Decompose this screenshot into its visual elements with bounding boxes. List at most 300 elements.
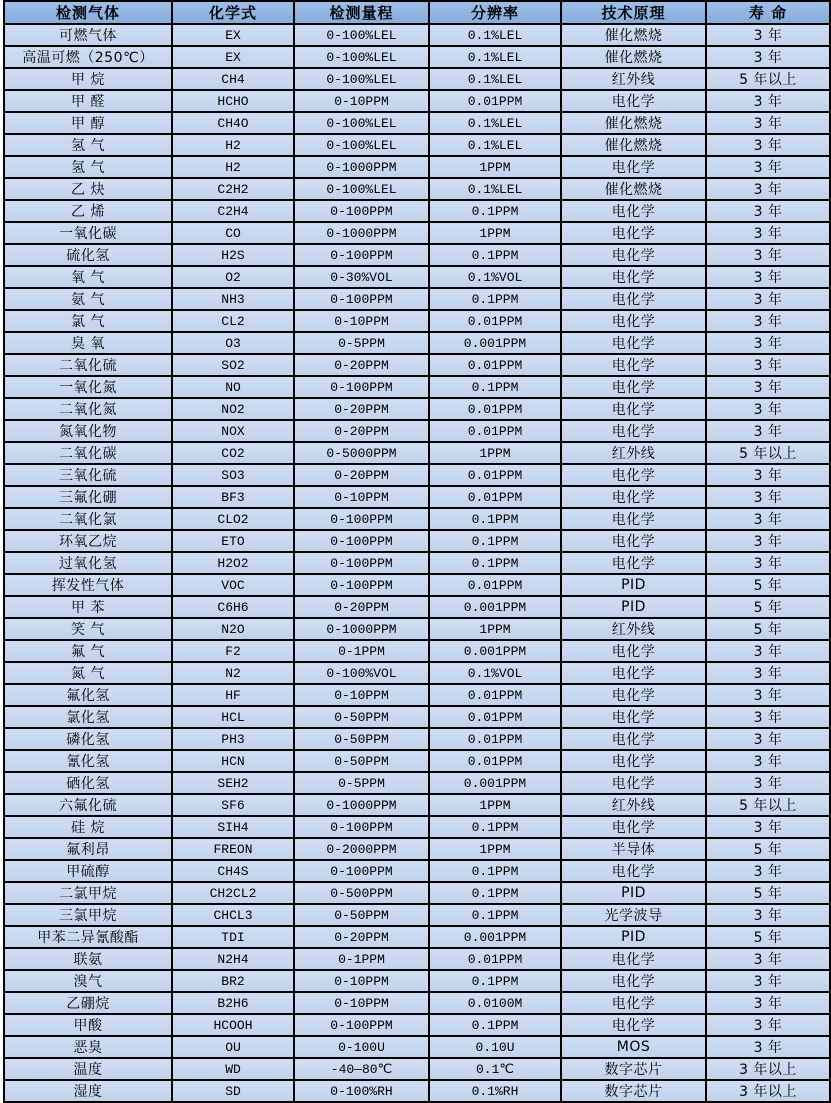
cell-detection-range: 0-5PPM <box>294 332 429 354</box>
table-body <box>4 24 830 1102</box>
cell-chemical-formula: C2H4 <box>172 200 294 222</box>
cell-technology: 电化学 <box>561 948 706 970</box>
cell-gas-name: 氮氧化物 <box>4 420 172 442</box>
cell-chemical-formula: FREON <box>172 838 294 860</box>
cell-detection-range: 0-20PPM <box>294 464 429 486</box>
cell-chemical-formula: CO2 <box>172 442 294 464</box>
cell-chemical-formula: N2H4 <box>172 948 294 970</box>
cell-resolution: 0.001PPM <box>429 596 561 618</box>
cell-chemical-formula: WD <box>172 1058 294 1080</box>
cell-resolution: 0.1PPM <box>429 816 561 838</box>
cell-technology: PID <box>561 926 706 948</box>
cell-lifespan: 3 年 <box>706 310 830 332</box>
table-row <box>4 244 830 266</box>
cell-technology: 电化学 <box>561 508 706 530</box>
table-row <box>4 794 830 816</box>
cell-lifespan: 3 年 <box>706 332 830 354</box>
table-row <box>4 68 830 90</box>
table-row <box>4 904 830 926</box>
cell-lifespan: 3 年 <box>706 948 830 970</box>
cell-resolution: 0.1%LEL <box>429 46 561 68</box>
cell-detection-range: 0-10PPM <box>294 992 429 1014</box>
cell-lifespan: 5 年以上 <box>706 794 830 816</box>
cell-technology: 电化学 <box>561 486 706 508</box>
cell-detection-range: 0-100PPM <box>294 288 429 310</box>
cell-technology: 电化学 <box>561 398 706 420</box>
cell-technology: 数字芯片 <box>561 1058 706 1080</box>
cell-gas-name: 环氧乙烷 <box>4 530 172 552</box>
cell-chemical-formula: HCL <box>172 706 294 728</box>
cell-chemical-formula: OU <box>172 1036 294 1058</box>
cell-detection-range: 0-1000PPM <box>294 156 429 178</box>
cell-gas-name: 乙 炔 <box>4 178 172 200</box>
cell-lifespan: 3 年 <box>706 552 830 574</box>
cell-technology: 电化学 <box>561 354 706 376</box>
cell-chemical-formula: BR2 <box>172 970 294 992</box>
cell-lifespan: 3 年 <box>706 354 830 376</box>
cell-chemical-formula: CHCL3 <box>172 904 294 926</box>
cell-chemical-formula: SIH4 <box>172 816 294 838</box>
cell-resolution: 0.1PPM <box>429 1014 561 1036</box>
cell-resolution: 0.001PPM <box>429 926 561 948</box>
cell-lifespan: 3 年 <box>706 486 830 508</box>
cell-resolution: 0.0100M <box>429 992 561 1014</box>
cell-resolution: 1PPM <box>429 794 561 816</box>
cell-detection-range: 0-100PPM <box>294 1014 429 1036</box>
column-header-chemical-formula: 化学式 <box>172 1 294 24</box>
table-row <box>4 948 830 970</box>
cell-detection-range: 0-5PPM <box>294 772 429 794</box>
cell-lifespan: 3 年以上 <box>706 1058 830 1080</box>
cell-resolution: 0.01PPM <box>429 310 561 332</box>
cell-resolution: 1PPM <box>429 222 561 244</box>
cell-lifespan: 3 年 <box>706 860 830 882</box>
cell-chemical-formula: CH4O <box>172 112 294 134</box>
cell-resolution: 0.1%VOL <box>429 662 561 684</box>
cell-gas-name: 二氧化氯 <box>4 508 172 530</box>
cell-detection-range: 0-10PPM <box>294 486 429 508</box>
cell-detection-range: 0-2000PPM <box>294 838 429 860</box>
cell-detection-range: 0-50PPM <box>294 750 429 772</box>
table-row <box>4 288 830 310</box>
cell-detection-range: 0-100PPM <box>294 552 429 574</box>
cell-chemical-formula: N2 <box>172 662 294 684</box>
cell-technology: 催化燃烧 <box>561 46 706 68</box>
column-header-gas-name: 检测气体 <box>4 1 172 24</box>
table-row <box>4 838 830 860</box>
cell-chemical-formula: HCOOH <box>172 1014 294 1036</box>
cell-lifespan: 3 年 <box>706 684 830 706</box>
table-row <box>4 882 830 904</box>
cell-technology: 电化学 <box>561 222 706 244</box>
table-row <box>4 310 830 332</box>
cell-technology: 红外线 <box>561 68 706 90</box>
cell-chemical-formula: C6H6 <box>172 596 294 618</box>
cell-chemical-formula: O3 <box>172 332 294 354</box>
cell-lifespan: 3 年 <box>706 992 830 1014</box>
cell-technology: 电化学 <box>561 266 706 288</box>
cell-technology: 电化学 <box>561 970 706 992</box>
cell-chemical-formula: SF6 <box>172 794 294 816</box>
cell-detection-range: 0-100PPM <box>294 376 429 398</box>
cell-resolution: 0.1PPM <box>429 376 561 398</box>
cell-detection-range: -40—80℃ <box>294 1058 429 1080</box>
cell-chemical-formula: H2 <box>172 156 294 178</box>
cell-gas-name: 三氯甲烷 <box>4 904 172 926</box>
cell-resolution: 0.01PPM <box>429 398 561 420</box>
cell-gas-name: 三氟化硼 <box>4 486 172 508</box>
column-header-detection-range: 检测量程 <box>294 1 429 24</box>
cell-technology: 电化学 <box>561 310 706 332</box>
cell-detection-range: 0-100PPM <box>294 530 429 552</box>
cell-detection-range: 0-10PPM <box>294 970 429 992</box>
table-row <box>4 618 830 640</box>
cell-resolution: 1PPM <box>429 442 561 464</box>
cell-technology: 电化学 <box>561 684 706 706</box>
cell-resolution: 0.01PPM <box>429 420 561 442</box>
table-row <box>4 486 830 508</box>
cell-resolution: 0.01PPM <box>429 684 561 706</box>
cell-resolution: 0.1PPM <box>429 860 561 882</box>
cell-detection-range: 0-100PPM <box>294 860 429 882</box>
cell-lifespan: 5 年 <box>706 838 830 860</box>
cell-lifespan: 3 年 <box>706 970 830 992</box>
gas-sensor-spec-table <box>3 0 831 1103</box>
cell-technology: 电化学 <box>561 772 706 794</box>
cell-detection-range: 0-5000PPM <box>294 442 429 464</box>
column-header-resolution: 分辨率 <box>429 1 561 24</box>
cell-detection-range: 0-10PPM <box>294 90 429 112</box>
cell-technology: 数字芯片 <box>561 1080 706 1102</box>
cell-detection-range: 0-1PPM <box>294 948 429 970</box>
cell-lifespan: 5 年 <box>706 926 830 948</box>
cell-resolution: 0.1%LEL <box>429 178 561 200</box>
cell-detection-range: 0-50PPM <box>294 904 429 926</box>
cell-lifespan: 3 年 <box>706 772 830 794</box>
table-row <box>4 112 830 134</box>
cell-detection-range: 0-100%VOL <box>294 662 429 684</box>
table-row <box>4 200 830 222</box>
cell-gas-name: 可燃气体 <box>4 24 172 46</box>
table-row <box>4 376 830 398</box>
cell-technology: 半导体 <box>561 838 706 860</box>
cell-chemical-formula: CH4S <box>172 860 294 882</box>
cell-detection-range: 0-100%LEL <box>294 46 429 68</box>
table-row <box>4 1080 830 1102</box>
cell-lifespan: 5 年以上 <box>706 442 830 464</box>
cell-gas-name: 甲 醛 <box>4 90 172 112</box>
cell-chemical-formula: NOX <box>172 420 294 442</box>
cell-technology: 电化学 <box>561 90 706 112</box>
table-row <box>4 134 830 156</box>
cell-gas-name: 溴气 <box>4 970 172 992</box>
cell-gas-name: 一氧化氮 <box>4 376 172 398</box>
cell-chemical-formula: O2 <box>172 266 294 288</box>
cell-lifespan: 3 年 <box>706 1036 830 1058</box>
cell-lifespan: 3 年 <box>706 1014 830 1036</box>
table-row <box>4 178 830 200</box>
cell-technology: 电化学 <box>561 244 706 266</box>
cell-technology: 红外线 <box>561 618 706 640</box>
table-header-row <box>4 1 830 24</box>
cell-gas-name: 甲苯二异氰酸酯 <box>4 926 172 948</box>
cell-gas-name: 湿度 <box>4 1080 172 1102</box>
cell-detection-range: 0-20PPM <box>294 420 429 442</box>
cell-chemical-formula: EX <box>172 46 294 68</box>
cell-technology: 电化学 <box>561 816 706 838</box>
cell-chemical-formula: SD <box>172 1080 294 1102</box>
cell-lifespan: 3 年 <box>706 200 830 222</box>
cell-lifespan: 3 年 <box>706 376 830 398</box>
cell-lifespan: 3 年 <box>706 530 830 552</box>
cell-lifespan: 3 年 <box>706 112 830 134</box>
cell-gas-name: 氟 气 <box>4 640 172 662</box>
table-row <box>4 332 830 354</box>
cell-technology: 催化燃烧 <box>561 178 706 200</box>
cell-gas-name: 氢 气 <box>4 156 172 178</box>
cell-lifespan: 3 年 <box>706 46 830 68</box>
cell-lifespan: 5 年 <box>706 882 830 904</box>
cell-lifespan: 5 年 <box>706 574 830 596</box>
cell-detection-range: 0-1000PPM <box>294 794 429 816</box>
cell-technology: 电化学 <box>561 530 706 552</box>
cell-gas-name: 氰化氢 <box>4 750 172 772</box>
table-row <box>4 684 830 706</box>
cell-resolution: 0.1℃ <box>429 1058 561 1080</box>
cell-chemical-formula: H2 <box>172 134 294 156</box>
table-row <box>4 1036 830 1058</box>
cell-chemical-formula: NO <box>172 376 294 398</box>
cell-resolution: 0.001PPM <box>429 332 561 354</box>
cell-lifespan: 5 年 <box>706 618 830 640</box>
cell-resolution: 0.1PPM <box>429 970 561 992</box>
cell-chemical-formula: B2H6 <box>172 992 294 1014</box>
cell-resolution: 0.01PPM <box>429 728 561 750</box>
cell-gas-name: 联氨 <box>4 948 172 970</box>
cell-detection-range: 0-20PPM <box>294 398 429 420</box>
cell-chemical-formula: PH3 <box>172 728 294 750</box>
cell-detection-range: 0-500PPM <box>294 882 429 904</box>
cell-technology: 光学波导 <box>561 904 706 926</box>
cell-detection-range: 0-20PPM <box>294 926 429 948</box>
cell-gas-name: 甲 苯 <box>4 596 172 618</box>
cell-technology: 电化学 <box>561 750 706 772</box>
cell-technology: 电化学 <box>561 728 706 750</box>
cell-gas-name: 氟利昂 <box>4 838 172 860</box>
cell-chemical-formula: ETO <box>172 530 294 552</box>
table-row <box>4 596 830 618</box>
cell-chemical-formula: SO3 <box>172 464 294 486</box>
cell-gas-name: 一氧化碳 <box>4 222 172 244</box>
cell-gas-name: 温度 <box>4 1058 172 1080</box>
cell-gas-name: 挥发性气体 <box>4 574 172 596</box>
table-row <box>4 420 830 442</box>
cell-technology: 红外线 <box>561 442 706 464</box>
cell-resolution: 0.1PPM <box>429 200 561 222</box>
cell-detection-range: 0-50PPM <box>294 706 429 728</box>
cell-gas-name: 磷化氢 <box>4 728 172 750</box>
table-row <box>4 750 830 772</box>
cell-gas-name: 甲酸 <box>4 1014 172 1036</box>
cell-resolution: 0.01PPM <box>429 90 561 112</box>
cell-chemical-formula: CH2CL2 <box>172 882 294 904</box>
cell-gas-name: 硅 烷 <box>4 816 172 838</box>
cell-lifespan: 3 年 <box>706 398 830 420</box>
table-row <box>4 354 830 376</box>
cell-chemical-formula: HCN <box>172 750 294 772</box>
cell-gas-name: 三氧化硫 <box>4 464 172 486</box>
cell-resolution: 0.10U <box>429 1036 561 1058</box>
cell-technology: 电化学 <box>561 200 706 222</box>
cell-chemical-formula: CL2 <box>172 310 294 332</box>
cell-technology: PID <box>561 574 706 596</box>
cell-gas-name: 二氧化硫 <box>4 354 172 376</box>
cell-gas-name: 氮 气 <box>4 662 172 684</box>
table-row <box>4 46 830 68</box>
cell-gas-name: 甲 醇 <box>4 112 172 134</box>
cell-resolution: 0.1%VOL <box>429 266 561 288</box>
cell-lifespan: 5 年 <box>706 596 830 618</box>
cell-lifespan: 3 年 <box>706 266 830 288</box>
column-header-lifespan: 寿 命 <box>706 1 830 24</box>
cell-detection-range: 0-100%LEL <box>294 24 429 46</box>
table-row <box>4 508 830 530</box>
cell-lifespan: 3 年 <box>706 904 830 926</box>
cell-technology: 电化学 <box>561 662 706 684</box>
cell-technology: 电化学 <box>561 992 706 1014</box>
cell-technology: 红外线 <box>561 794 706 816</box>
cell-technology: 电化学 <box>561 640 706 662</box>
cell-gas-name: 氨 气 <box>4 288 172 310</box>
cell-lifespan: 3 年 <box>706 728 830 750</box>
cell-chemical-formula: F2 <box>172 640 294 662</box>
table-row <box>4 398 830 420</box>
cell-chemical-formula: H2O2 <box>172 552 294 574</box>
cell-gas-name: 高温可燃（250℃） <box>4 46 172 68</box>
cell-gas-name: 硒化氢 <box>4 772 172 794</box>
cell-lifespan: 3 年 <box>706 24 830 46</box>
cell-gas-name: 六氟化硫 <box>4 794 172 816</box>
cell-gas-name: 氟化氢 <box>4 684 172 706</box>
table-row <box>4 640 830 662</box>
cell-detection-range: 0-100U <box>294 1036 429 1058</box>
table-row <box>4 1058 830 1080</box>
cell-resolution: 0.1%LEL <box>429 134 561 156</box>
cell-lifespan: 3 年 <box>706 90 830 112</box>
cell-detection-range: 0-1PPM <box>294 640 429 662</box>
cell-detection-range: 0-100%LEL <box>294 112 429 134</box>
table-row <box>4 1014 830 1036</box>
cell-lifespan: 3 年 <box>706 288 830 310</box>
cell-detection-range: 0-10PPM <box>294 310 429 332</box>
cell-detection-range: 0-100PPM <box>294 574 429 596</box>
cell-gas-name: 二氧化氮 <box>4 398 172 420</box>
cell-gas-name: 硫化氢 <box>4 244 172 266</box>
cell-resolution: 0.1%LEL <box>429 24 561 46</box>
cell-chemical-formula: H2S <box>172 244 294 266</box>
cell-technology: PID <box>561 596 706 618</box>
cell-chemical-formula: EX <box>172 24 294 46</box>
cell-gas-name: 过氧化氢 <box>4 552 172 574</box>
cell-technology: 电化学 <box>561 552 706 574</box>
cell-chemical-formula: HF <box>172 684 294 706</box>
cell-technology: MOS <box>561 1036 706 1058</box>
cell-lifespan: 3 年 <box>706 508 830 530</box>
cell-gas-name: 二氯甲烷 <box>4 882 172 904</box>
cell-chemical-formula: SO2 <box>172 354 294 376</box>
cell-resolution: 0.01PPM <box>429 486 561 508</box>
cell-gas-name: 臭 氧 <box>4 332 172 354</box>
cell-lifespan: 3 年 <box>706 816 830 838</box>
cell-gas-name: 氯化氢 <box>4 706 172 728</box>
cell-technology: 电化学 <box>561 1014 706 1036</box>
cell-lifespan: 3 年 <box>706 244 830 266</box>
table-row <box>4 816 830 838</box>
cell-chemical-formula: SEH2 <box>172 772 294 794</box>
cell-resolution: 0.1PPM <box>429 508 561 530</box>
cell-technology: 电化学 <box>561 420 706 442</box>
cell-gas-name: 恶臭 <box>4 1036 172 1058</box>
cell-chemical-formula: NO2 <box>172 398 294 420</box>
cell-lifespan: 3 年 <box>706 750 830 772</box>
cell-technology: 电化学 <box>561 706 706 728</box>
table-row <box>4 992 830 1014</box>
cell-technology: 电化学 <box>561 332 706 354</box>
cell-resolution: 0.1PPM <box>429 288 561 310</box>
cell-chemical-formula: VOC <box>172 574 294 596</box>
table-row <box>4 552 830 574</box>
cell-detection-range: 0-20PPM <box>294 354 429 376</box>
cell-gas-name: 乙 烯 <box>4 200 172 222</box>
table-row <box>4 530 830 552</box>
cell-detection-range: 0-10PPM <box>294 684 429 706</box>
cell-chemical-formula: N2O <box>172 618 294 640</box>
cell-resolution: 1PPM <box>429 156 561 178</box>
table-row <box>4 706 830 728</box>
cell-detection-range: 0-100PPM <box>294 244 429 266</box>
cell-technology: 催化燃烧 <box>561 112 706 134</box>
table-row <box>4 574 830 596</box>
cell-resolution: 0.1PPM <box>429 552 561 574</box>
cell-lifespan: 5 年以上 <box>706 68 830 90</box>
cell-resolution: 0.01PPM <box>429 948 561 970</box>
cell-lifespan: 3 年 <box>706 706 830 728</box>
cell-lifespan: 3 年 <box>706 640 830 662</box>
cell-technology: 电化学 <box>561 288 706 310</box>
cell-detection-range: 0-100%LEL <box>294 178 429 200</box>
cell-chemical-formula: NH3 <box>172 288 294 310</box>
table-row <box>4 222 830 244</box>
cell-resolution: 0.1%LEL <box>429 112 561 134</box>
cell-detection-range: 0-100PPM <box>294 508 429 530</box>
cell-lifespan: 3 年 <box>706 420 830 442</box>
cell-resolution: 1PPM <box>429 838 561 860</box>
cell-gas-name: 笑 气 <box>4 618 172 640</box>
cell-chemical-formula: BF3 <box>172 486 294 508</box>
cell-gas-name: 二氧化碳 <box>4 442 172 464</box>
cell-chemical-formula: CO <box>172 222 294 244</box>
table-row <box>4 156 830 178</box>
cell-resolution: 0.1%RH <box>429 1080 561 1102</box>
cell-chemical-formula: HCHO <box>172 90 294 112</box>
cell-detection-range: 0-100%LEL <box>294 134 429 156</box>
table-row <box>4 926 830 948</box>
cell-lifespan: 3 年 <box>706 662 830 684</box>
cell-detection-range: 0-100PPM <box>294 816 429 838</box>
cell-detection-range: 0-100%LEL <box>294 68 429 90</box>
cell-detection-range: 0-20PPM <box>294 596 429 618</box>
cell-resolution: 0.1PPM <box>429 244 561 266</box>
